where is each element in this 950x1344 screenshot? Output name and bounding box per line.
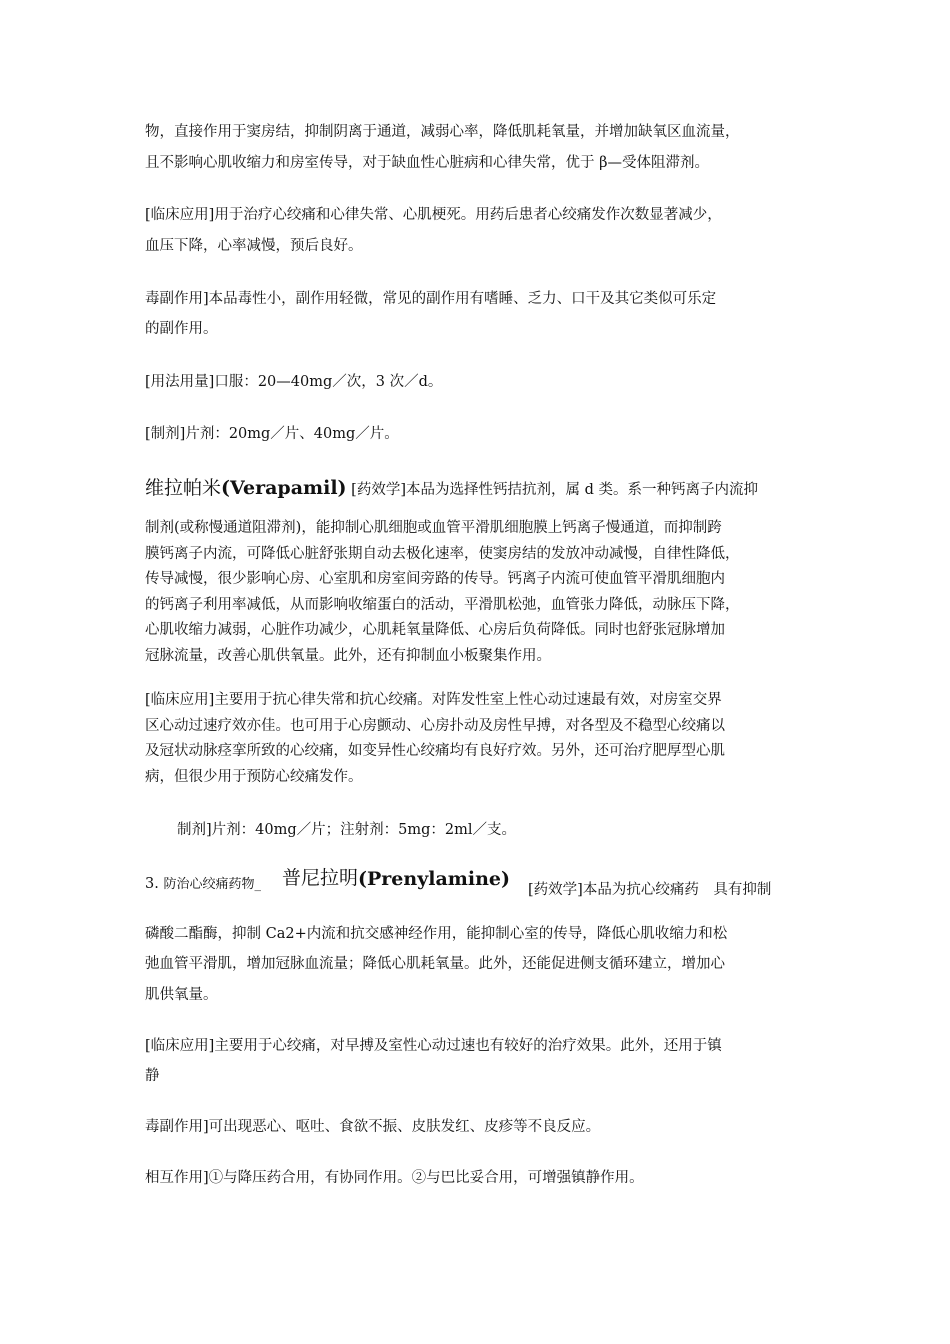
text-line: 血压下降，心率减慢，预后良好。 (145, 238, 363, 254)
text-line: [临床应用]主要用于心绞痛，对早搏及室性心动过速也有较好的治疗效果。此外，还用于镇 (145, 1038, 722, 1054)
text-line: [临床应用]主要用于抗心律失常和抗心绞痛。对阵发性室上性心动过速最有效，对房室交界 (145, 692, 722, 708)
text-line: 毒副作用]可出现恶心、呕吐、食欲不振、皮肤发红、皮疹等不良反应。 (145, 1119, 601, 1135)
text-line: [药效学]本品为抗心绞痛药 具有抑制 (528, 882, 772, 898)
text-line: 冠脉流量，改善心肌供氧量。此外，还有抑制血小板聚集作用。 (145, 648, 551, 664)
text-line: 弛血管平滑肌，增加冠脉血流量；降低心肌耗氧量。此外，还能促进侧支循环建立，增加心 (145, 956, 725, 972)
section-number: 3. (145, 876, 164, 892)
text-line: 病，但很少用于预防心绞痛发作。 (145, 769, 363, 785)
text-line: 静 (145, 1068, 160, 1084)
section-title: 防治心绞痛药物_ (163, 877, 261, 892)
text-line: 肌供氧量。 (145, 987, 218, 1003)
text-line: 且不影响心肌收缩力和房室传导，对于缺血性心脏病和心律失常，优于 β—受体阻滞剂。 (145, 155, 709, 171)
text-line: 传导减慢，很少影响心房、心室肌和房室间旁路的传导。钙离子内流可使血管平滑肌细胞内 (145, 571, 725, 587)
text-line: 制剂]片剂：40mg／片；注射剂：5mg：2ml／支。 (177, 822, 517, 838)
text-line: 物，直接作用于窦房结，抑制阴离于通道，减弱心率，降低肌耗氧量，并增加缺氧区血流量， (145, 124, 740, 140)
text-line: 区心动过速疗效亦佳。也可用于心房颤动、心房扑动及房性早搏，对各型及不稳型心绞痛以 (145, 718, 725, 734)
text-line: 心肌收缩力减弱，心脏作功减少，心肌耗氧量降低、心房后负荷降低。同时也舒张冠脉增加 (145, 622, 725, 638)
drug-name-en: (Prenylamine) (358, 868, 510, 890)
text-line: 磷酸二酯酶，抑制 Ca2+内流和抗交感神经作用，能抑制心室的传导，降低心肌收缩力和松 (145, 926, 728, 942)
verapamil-heading-line (145, 478, 758, 500)
text-line: [临床应用]用于治疗心绞痛和心律失常、心肌梗死。用药后患者心绞痛发作次数显著减少， (145, 207, 722, 223)
text-line: [用法用量]口服：20—40mg／次，3 次／d。 (145, 374, 443, 390)
text-line: 制剂(或称慢通道阻滞剂)，能抑制心肌细胞或血管平滑肌细胞膜上钙离子慢通道，而抑制跨 (145, 520, 722, 536)
text-line: 相互作用]①与降压药合用，有协同作用。②与巴比妥合用，可增强镇静作用。 (145, 1170, 644, 1186)
text-line: [制剂]片剂：20mg／片、40mg／片。 (145, 426, 399, 442)
text-line: 的副作用。 (145, 321, 218, 337)
drug-name-en: (Verapamil) (221, 477, 347, 499)
text-line: [药效学]本品为选择性钙拮抗剂，属 d 类。系一种钙离子内流抑 (351, 482, 758, 498)
prenylamine-heading-line (145, 867, 815, 898)
text-line: 及冠状动脉痉挛所致的心绞痛，如变异性心绞痛均有良好疗效。另外，还可治疗肥厚型心肌 (145, 743, 725, 759)
drug-name-cn: 普尼拉明 (282, 867, 359, 889)
text-line: 毒副作用]本品毒性小，副作用轻微，常见的副作用有嗜睡、乏力、口干及其它类似可乐定 (145, 291, 717, 307)
text-line: 的钙离子利用率减低，从而影响收缩蛋白的活动，平滑肌松弛，血管张力降低，动脉压下降， (145, 597, 740, 613)
drug-name-cn: 维拉帕米 (145, 477, 222, 499)
text-line: 膜钙离子内流，可降低心脏舒张期自动去极化速率，使窦房结的发放冲动减慢，自律性降低， (145, 546, 740, 562)
